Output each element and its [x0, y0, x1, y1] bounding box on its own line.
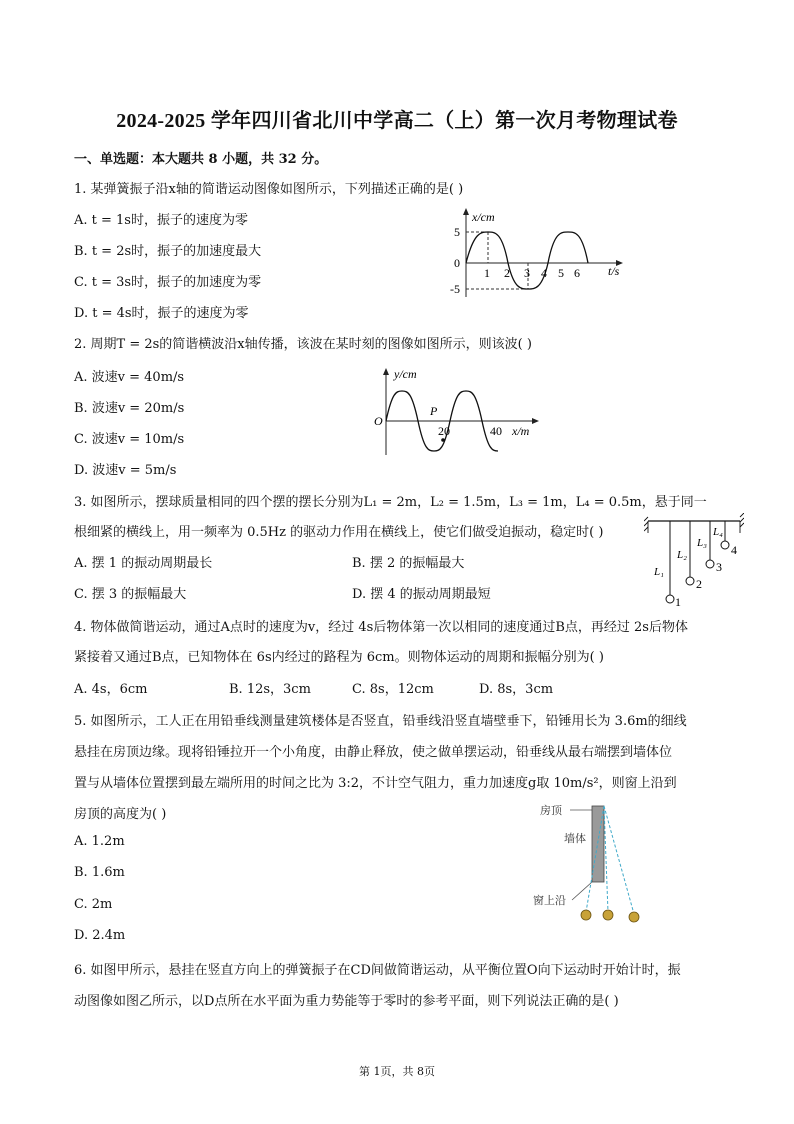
question-4-stem-line2: 紧接着又通过B点，已知物体在 6s内经过的路程为 6cm。则物体运动的周期和振幅分别为( ) — [74, 650, 604, 665]
fig5-roof-label: 房顶 — [540, 805, 562, 817]
fig5-window-label: 窗上沿 — [533, 895, 566, 907]
fig1-xtick-6: 6 — [574, 266, 580, 280]
fig5-bob-wall — [603, 910, 613, 920]
figure-5-plumb-line — [530, 800, 650, 928]
question-5-stem-line2: 悬挂在房顶边缘。现将铅锤拉开一个小角度，由静止释放，使之做单摆运动，铅垂线从最右端摆到墙体位 — [74, 745, 673, 760]
fig5-bob-left — [581, 910, 591, 920]
fig1-xtick-2: 2 — [504, 266, 510, 280]
fig2-xlabel: x/m — [512, 424, 530, 438]
fig3-ball-num-4: 4 — [731, 543, 737, 557]
q4-option-b[interactable]: B. 12s，3cm — [229, 682, 311, 697]
fig3-hatch-left — [644, 517, 648, 533]
fig5-line-wall — [604, 806, 608, 912]
question-3-stem-line2: 根细紧的横线上，用一频率为 0.5Hz 的驱动力作用在横线上，使它们做受迫振动，稳定时( ) — [74, 525, 604, 540]
fig5-wall-label: 墙体 — [564, 833, 586, 845]
q2-option-b[interactable]: B. 波速v = 20m/s — [74, 401, 185, 416]
q5-option-c[interactable]: C. 2m — [74, 897, 113, 912]
q5-option-b[interactable]: B. 1.6m — [74, 865, 125, 880]
question-4-stem-line1: 4. 物体做简谐运动，通过A点时的速度为v，经过 4s后物体第一次以相同的速度通过B点，再经过 2s后物体 — [74, 620, 688, 635]
fig3-ball-3 — [706, 560, 714, 568]
question-3-stem-line1: 3. 如图所示，摆球质量相同的四个摆的摆长分别为L₁ = 2m，L₂ = 1.5m，L₃ = 1m，L₄ = 0.5m，悬于同一 — [74, 495, 707, 510]
q4-option-d[interactable]: D. 8s，3cm — [479, 682, 554, 697]
fig5-bob-right — [629, 912, 639, 922]
fig3-label-l2: L₂ — [677, 549, 687, 561]
fig1-ylabel: x/cm — [472, 210, 495, 224]
fig3-ball-num-3: 3 — [716, 560, 722, 574]
q1-option-d[interactable]: D. t = 4s时，振子的速度为零 — [74, 306, 249, 321]
question-5-stem-line3: 置与从墙体位置摆到最左端所用的时间之比为 3:2，不计空气阻力，重力加速度g取 10m/s²，则窗上沿到 — [74, 776, 677, 791]
fig2-point-p-label: P — [430, 404, 438, 418]
q3-option-a[interactable]: A. 摆 1 的振动周期最长 — [74, 556, 213, 571]
fig1-xtick-5: 5 — [558, 266, 564, 280]
q2-option-d[interactable]: D. 波速v = 5m/s — [74, 463, 177, 478]
q1-option-c[interactable]: C. t = 3s时，振子的加速度为零 — [74, 275, 262, 290]
fig2-xtick-20: 20 — [438, 424, 450, 438]
q2-option-c[interactable]: C. 波速v = 10m/s — [74, 432, 185, 447]
section-heading: 一、单选题：本大题共 8 小题，共 32 分。 — [74, 152, 328, 167]
fig1-ytick-5: 5 — [454, 225, 460, 239]
fig2-ylabel: y/cm — [394, 367, 417, 381]
page-title: 2024-2025 学年四川省北川中学高二（上）第一次月考物理试卷 — [116, 110, 678, 132]
q1-option-b[interactable]: B. t = 2s时，振子的加速度最大 — [74, 244, 262, 259]
figure-2-wave-graph — [372, 363, 542, 460]
fig1-curve — [466, 232, 588, 289]
q1-option-a[interactable]: A. t = 1s时，振子的速度为零 — [74, 213, 248, 228]
fig1-ytick-neg5: -5 — [450, 282, 460, 296]
fig1-xtick-4: 4 — [541, 266, 547, 280]
question-6-stem-line2: 动图像如图乙所示，以D点所在水平面为重力势能等于零时的参考平面，则下列说法正确的是( ) — [74, 994, 619, 1009]
fig3-ball-num-2: 2 — [696, 577, 702, 591]
q3-option-c[interactable]: C. 摆 3 的振幅最大 — [74, 587, 187, 602]
fig2-x-arrow — [532, 418, 539, 424]
fig1-xlabel: t/s — [608, 264, 620, 278]
fig2-y-arrow — [383, 368, 389, 375]
q5-option-a[interactable]: A. 1.2m — [74, 834, 125, 849]
q4-option-a[interactable]: A. 4s，6cm — [74, 682, 148, 697]
q5-option-d[interactable]: D. 2.4m — [74, 928, 126, 943]
fig2-xtick-40: 40 — [490, 424, 502, 438]
fig3-ball-4 — [721, 541, 729, 549]
fig1-xtick-3: 3 — [524, 266, 530, 280]
fig1-xtick-1: 1 — [484, 266, 490, 280]
figure-3-pendulums — [644, 513, 744, 611]
question-2-stem: 2. 周期T = 2s的简谐横波沿x轴传播，该波在某时刻的图像如图所示，则该波( ) — [74, 337, 532, 352]
fig5-line-right — [604, 806, 634, 914]
figure-1-shm-graph — [448, 205, 628, 305]
fig3-ball-1 — [666, 595, 674, 603]
fig3-ball-2 — [686, 577, 694, 585]
fig1-y-arrow — [463, 208, 469, 215]
q3-option-b[interactable]: B. 摆 2 的振幅最大 — [352, 556, 465, 571]
question-6-stem-line1: 6. 如图甲所示，悬挂在竖直方向上的弹簧振子在CD间做简谐运动，从平衡位置O向下运动时开始计时，振 — [74, 963, 681, 978]
fig3-label-l1: L₁ — [654, 566, 664, 578]
fig3-hatch-right — [740, 513, 744, 533]
question-5-stem-line4: 房顶的高度为( ) — [74, 807, 167, 822]
fig3-label-l4: L₄ — [713, 526, 723, 538]
fig3-ball-num-1: 1 — [675, 595, 681, 609]
question-1-stem: 1. 某弹簧振子沿x轴的简谐运动图像如图所示，下列描述正确的是( ) — [74, 182, 464, 197]
q3-option-d[interactable]: D. 摆 4 的振动周期最短 — [352, 587, 491, 602]
fig2-point-p — [441, 438, 445, 442]
page-footer: 第 1页，共 8页 — [359, 1065, 435, 1078]
fig3-label-l3: L₃ — [697, 537, 707, 549]
fig2-origin: O — [374, 414, 383, 428]
q4-option-c[interactable]: C. 8s，12cm — [352, 682, 434, 697]
q2-option-a[interactable]: A. 波速v = 40m/s — [74, 370, 185, 385]
fig1-ytick-0: 0 — [454, 256, 460, 270]
question-5-stem-line1: 5. 如图所示，工人正在用铅垂线测量建筑楼体是否竖直，铅垂线沿竖直墙壁垂下，铅锤用长为 3.6m的细线 — [74, 714, 687, 729]
